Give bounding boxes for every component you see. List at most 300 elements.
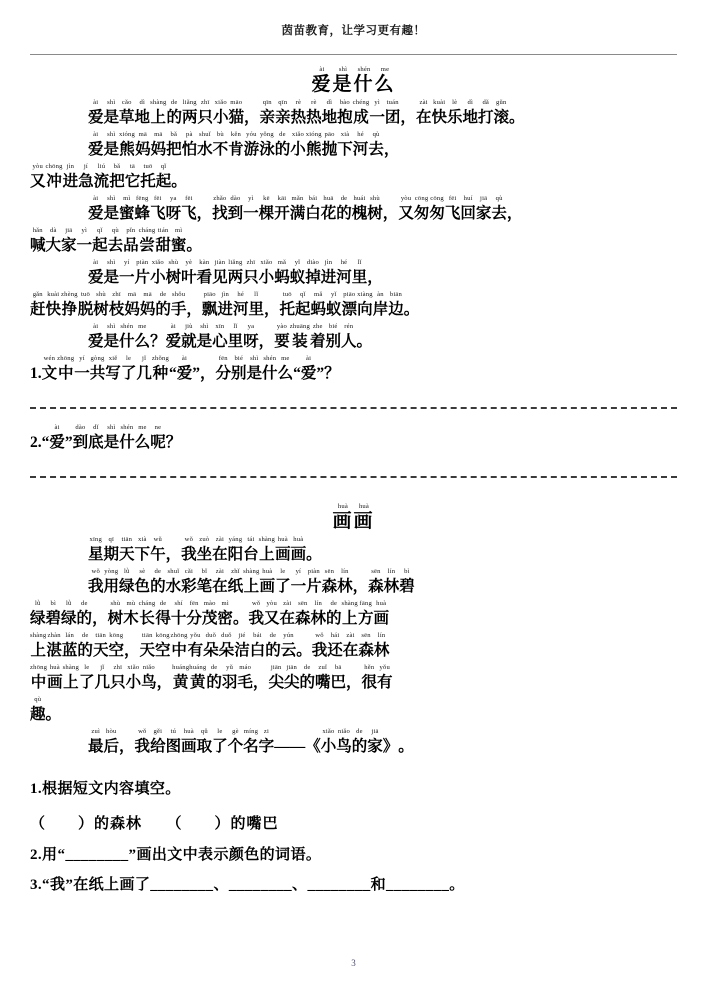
pinyin bbox=[353, 663, 355, 672]
pinyin: wǔ bbox=[153, 536, 163, 543]
pinyin bbox=[391, 130, 393, 139]
ruby-char bbox=[155, 599, 171, 630]
hanzi: 不 bbox=[212, 141, 229, 158]
ruby-char bbox=[119, 727, 135, 758]
ruby-char bbox=[197, 98, 213, 129]
pinyin: shàng bbox=[341, 600, 358, 607]
pinyin: huí bbox=[463, 195, 473, 202]
hanzi: 的 bbox=[336, 205, 352, 222]
ruby-char bbox=[228, 194, 244, 225]
pinyin: mǎn bbox=[291, 195, 304, 202]
pinyin: tián bbox=[157, 227, 169, 234]
hanzi: 是 bbox=[246, 365, 263, 382]
ruby-char bbox=[135, 194, 151, 225]
ruby-char bbox=[233, 599, 249, 630]
article-ai-shi-shen-me bbox=[30, 65, 677, 478]
hanzi: 是 bbox=[103, 109, 120, 126]
question-paren-row[interactable]: （ ）的森林 （ ）的嘴巴 bbox=[30, 816, 279, 832]
ruby-char bbox=[123, 226, 139, 257]
pinyin: wǒ bbox=[138, 728, 147, 735]
pinyin: me bbox=[380, 66, 390, 73]
pinyin: tuō bbox=[143, 163, 153, 170]
hanzi: 。 bbox=[306, 546, 322, 563]
ruby-char bbox=[78, 162, 94, 193]
hanzi: ， bbox=[506, 205, 523, 222]
ruby-char bbox=[279, 599, 295, 630]
pinyin: qù bbox=[372, 131, 380, 138]
ruby-char bbox=[244, 98, 260, 129]
pinyin: huà bbox=[358, 503, 370, 510]
pinyin: zài bbox=[215, 568, 225, 575]
ruby-char bbox=[156, 162, 172, 193]
hanzi: 小 bbox=[258, 269, 275, 286]
ruby-char bbox=[104, 567, 120, 598]
hanzi: 抛 bbox=[321, 141, 338, 158]
ruby-char bbox=[119, 535, 135, 566]
hanzi: 只 bbox=[197, 109, 213, 126]
ruby-char bbox=[293, 354, 301, 385]
ruby-char bbox=[357, 322, 373, 353]
hanzi: 什 bbox=[119, 434, 135, 451]
pinyin: yí bbox=[124, 259, 130, 266]
pinyin: dì bbox=[139, 99, 146, 106]
pinyin: yǐ bbox=[331, 291, 337, 298]
ruby-char bbox=[212, 258, 228, 289]
hanzi: 鸟 bbox=[336, 738, 352, 755]
ruby-char bbox=[166, 130, 182, 161]
ruby-char bbox=[274, 258, 290, 289]
hanzi: 绿 bbox=[61, 610, 77, 627]
pinyin: mā bbox=[143, 291, 152, 298]
pinyin: zhàn bbox=[47, 632, 61, 639]
pinyin: qǐ bbox=[299, 291, 306, 298]
ruby-char bbox=[171, 631, 188, 662]
ruby-char bbox=[507, 194, 523, 225]
hanzi: 画 bbox=[373, 610, 389, 627]
pinyin: pà bbox=[186, 131, 193, 138]
ruby-char bbox=[290, 727, 306, 758]
pinyin: yóu bbox=[246, 131, 257, 138]
ruby-char bbox=[30, 599, 46, 630]
answer-line[interactable] bbox=[30, 407, 677, 409]
text-line bbox=[30, 130, 677, 161]
hanzi: 人 bbox=[340, 333, 357, 350]
hanzi: 一 bbox=[369, 109, 385, 126]
hanzi: 爱 bbox=[49, 434, 65, 451]
hanzi: 棵 bbox=[258, 205, 275, 222]
ruby-char bbox=[93, 631, 109, 662]
ruby-char bbox=[310, 322, 326, 353]
pinyin: shì bbox=[107, 424, 116, 431]
hanzi: 的 bbox=[265, 642, 281, 659]
ruby-char bbox=[290, 258, 306, 289]
ruby-char bbox=[88, 194, 104, 225]
ruby-char bbox=[384, 567, 400, 598]
pinyin: jié bbox=[238, 632, 246, 639]
pinyin: mào bbox=[203, 600, 216, 607]
pinyin: wén bbox=[43, 355, 56, 362]
hanzi: 爱 bbox=[165, 333, 182, 350]
pinyin: tiān bbox=[95, 632, 107, 639]
hanzi: 家 bbox=[475, 205, 492, 222]
pinyin: kōng bbox=[109, 632, 124, 639]
ruby-char bbox=[42, 354, 58, 385]
pinyin: de bbox=[159, 291, 167, 298]
pinyin: bǐ bbox=[201, 568, 208, 575]
pinyin: shàng bbox=[150, 99, 167, 106]
hanzi: 林 bbox=[373, 642, 390, 659]
pinyin: yòu bbox=[32, 163, 43, 170]
ruby-char bbox=[353, 98, 370, 129]
pinyin: zhī bbox=[113, 664, 123, 671]
pinyin: fēn bbox=[218, 355, 228, 362]
question-q2 bbox=[30, 423, 677, 454]
ruby-char bbox=[30, 631, 46, 662]
hanzi: 个 bbox=[227, 738, 244, 755]
pinyin: xiǎo bbox=[151, 259, 164, 266]
hanzi: 进 bbox=[217, 301, 233, 318]
pinyin: le bbox=[125, 355, 132, 362]
hanzi: 别 bbox=[325, 333, 341, 350]
pinyin: zhǎo bbox=[213, 195, 227, 202]
pinyin: shù bbox=[110, 600, 121, 607]
pinyin: bǎ bbox=[113, 163, 121, 170]
ruby-char bbox=[291, 98, 307, 129]
hanzi: 进 bbox=[62, 173, 79, 190]
hanzi: 水 bbox=[165, 578, 182, 595]
pinyin: zi bbox=[263, 728, 270, 735]
hanzi: 文 bbox=[41, 365, 58, 382]
hanzi: ， bbox=[156, 674, 173, 691]
pinyin: jiā bbox=[65, 227, 73, 234]
pinyin: biān bbox=[389, 291, 403, 298]
header-divider bbox=[30, 54, 677, 55]
pinyin: yì bbox=[374, 99, 380, 106]
pinyin bbox=[303, 631, 305, 640]
pinyin: dào bbox=[230, 195, 241, 202]
hanzi: 手 bbox=[170, 301, 187, 318]
text-line bbox=[30, 162, 677, 193]
hanzi: 去 bbox=[368, 141, 384, 158]
pinyin: zhèng bbox=[61, 291, 78, 298]
hanzi: “ bbox=[41, 434, 50, 451]
hanzi: 亲 bbox=[275, 109, 291, 126]
pinyin: mǎ bbox=[314, 291, 323, 298]
pinyin: qǐ bbox=[160, 163, 167, 170]
hanzi: ” bbox=[316, 365, 325, 382]
question-number bbox=[30, 423, 42, 454]
ruby-char bbox=[295, 599, 311, 630]
hanzi: 装 bbox=[292, 333, 308, 350]
hanzi: 又 bbox=[30, 173, 46, 190]
ruby-char bbox=[166, 423, 182, 454]
ruby-char bbox=[88, 423, 104, 454]
ruby-char bbox=[388, 290, 404, 321]
pinyin: de bbox=[154, 568, 162, 575]
ruby-char bbox=[181, 567, 197, 598]
ruby-char bbox=[110, 663, 126, 694]
hanzi: 妈 bbox=[139, 301, 156, 318]
hanzi: 什 bbox=[119, 333, 135, 350]
pinyin: le bbox=[84, 664, 90, 671]
hanzi: 茂 bbox=[201, 610, 218, 627]
hanzi: 匆 bbox=[413, 205, 430, 222]
hanzi: 后 bbox=[103, 738, 120, 755]
ruby-char bbox=[262, 354, 278, 385]
ruby-char bbox=[321, 258, 337, 289]
pinyin: xīn bbox=[215, 323, 225, 330]
pinyin: mǎ bbox=[277, 259, 287, 266]
pinyin bbox=[266, 322, 268, 331]
ruby-char bbox=[398, 194, 414, 225]
ruby-char bbox=[150, 98, 166, 129]
hanzi: 蓝 bbox=[61, 642, 78, 659]
hanzi: 飘 bbox=[201, 301, 218, 318]
hanzi: — bbox=[274, 738, 290, 755]
ruby-char bbox=[181, 322, 197, 353]
hanzi: 别 bbox=[231, 365, 247, 382]
hanzi: 岸 bbox=[372, 301, 389, 318]
hanzi: 林 bbox=[337, 578, 353, 595]
ruby-char bbox=[253, 663, 269, 694]
ruby-char bbox=[46, 290, 62, 321]
pinyin: jiān bbox=[286, 664, 298, 671]
pinyin: xiě bbox=[108, 355, 118, 362]
hanzi: 妈 bbox=[124, 301, 140, 318]
ruby-char bbox=[150, 567, 166, 598]
hanzi: “ bbox=[293, 365, 301, 382]
ruby-char bbox=[79, 663, 95, 694]
pinyin: duǒ bbox=[205, 632, 217, 639]
hanzi: 了 bbox=[120, 365, 137, 382]
hanzi: ？ bbox=[150, 333, 166, 350]
pinyin: xiǎo bbox=[127, 664, 140, 671]
pinyin bbox=[390, 194, 392, 203]
pinyin: lán bbox=[65, 632, 74, 639]
ruby-char bbox=[290, 194, 306, 225]
pinyin: gěi bbox=[153, 728, 163, 735]
ruby-char bbox=[90, 354, 106, 385]
hanzi: 天 bbox=[92, 642, 109, 659]
pinyin: dì bbox=[467, 99, 473, 106]
hanzi: 森 bbox=[295, 610, 311, 627]
ruby-char bbox=[460, 194, 476, 225]
pinyin: qīn bbox=[262, 99, 272, 106]
ruby-char bbox=[404, 290, 420, 321]
ruby-char bbox=[494, 98, 510, 129]
ruby-char bbox=[367, 258, 383, 289]
pinyin: dào bbox=[75, 424, 86, 431]
ruby-char bbox=[327, 631, 343, 662]
hanzi: 木 bbox=[123, 610, 139, 627]
hanzi: 字 bbox=[258, 738, 275, 755]
ruby-char bbox=[136, 354, 152, 385]
hanzi: 种 bbox=[152, 365, 169, 382]
ruby-char bbox=[259, 535, 275, 566]
article-hua-hua bbox=[30, 502, 677, 897]
ruby-char bbox=[42, 423, 50, 454]
hanzi: 分 bbox=[215, 365, 232, 382]
ruby-char bbox=[139, 226, 156, 257]
pinyin: jiān bbox=[270, 664, 282, 671]
ruby-char bbox=[78, 290, 94, 321]
hanzi: 毛 bbox=[237, 674, 253, 691]
pinyin: huáng bbox=[189, 664, 207, 671]
question-what-i-drew[interactable]: 3.“我”在纸上画了________、________、________和________。 bbox=[30, 877, 465, 893]
pinyin: de bbox=[356, 728, 363, 735]
hanzi: 色 bbox=[134, 578, 151, 595]
hanzi: 在 bbox=[279, 610, 295, 627]
hanzi: 森 bbox=[321, 578, 338, 595]
ruby-char bbox=[244, 130, 260, 161]
hanzi: 阳 bbox=[227, 546, 244, 563]
pinyin: kuài bbox=[433, 99, 446, 106]
ruby-char bbox=[202, 290, 218, 321]
hanzi: 巴 bbox=[330, 674, 347, 691]
hanzi: 在 bbox=[415, 109, 432, 126]
pinyin: de bbox=[210, 664, 218, 671]
hanzi: 蚁 bbox=[326, 301, 342, 318]
pinyin: cǎi bbox=[184, 568, 193, 575]
hanzi: ？ bbox=[165, 434, 182, 451]
ruby-char bbox=[192, 354, 200, 385]
question-color-words[interactable]: 2.用“________”画出文中表示颜色的词语。 bbox=[30, 847, 322, 863]
ruby-char bbox=[247, 354, 263, 385]
pinyin: zhī bbox=[112, 291, 121, 298]
ruby-char bbox=[264, 290, 280, 321]
pinyin: tuō bbox=[81, 291, 91, 298]
ruby-char bbox=[429, 194, 445, 225]
pinyin: fāng bbox=[359, 600, 372, 607]
pinyin: chéng bbox=[352, 99, 370, 106]
pinyin: ya bbox=[170, 195, 177, 202]
pinyin: lǐ bbox=[254, 291, 259, 298]
pinyin: lín bbox=[314, 600, 323, 607]
pinyin: shí bbox=[174, 600, 183, 607]
hanzi: 几 bbox=[136, 365, 152, 382]
pinyin: yì bbox=[248, 195, 254, 202]
hanzi: 蚂 bbox=[274, 269, 290, 286]
hanzi: 河 bbox=[232, 301, 249, 318]
ruby-char bbox=[212, 727, 228, 758]
pinyin: chōng bbox=[45, 163, 63, 170]
ruby-char bbox=[278, 354, 294, 385]
pinyin: zài bbox=[419, 99, 428, 106]
pinyin: dà bbox=[49, 227, 57, 234]
ruby-char bbox=[229, 98, 245, 129]
ruby-char bbox=[46, 162, 63, 193]
pinyin: yǒu bbox=[379, 664, 391, 671]
hanzi: 洁 bbox=[234, 642, 250, 659]
pinyin: huà bbox=[183, 728, 194, 735]
ruby-char bbox=[243, 322, 259, 353]
hanzi: 地 bbox=[134, 109, 151, 126]
ruby-char bbox=[188, 631, 204, 662]
pinyin: zhuāng bbox=[289, 323, 310, 330]
pinyin: duǒ bbox=[221, 632, 232, 639]
pinyin: xīng bbox=[89, 536, 103, 543]
ruby-char bbox=[299, 663, 315, 694]
pinyin: de bbox=[170, 99, 178, 106]
pinyin: xià bbox=[137, 536, 147, 543]
pinyin: yáng bbox=[228, 536, 243, 543]
pinyin bbox=[516, 98, 518, 107]
ruby-char bbox=[311, 290, 327, 321]
hanzi: 是 bbox=[103, 434, 120, 451]
pinyin: māo bbox=[230, 99, 243, 106]
answer-line[interactable] bbox=[30, 476, 677, 478]
hanzi: 又 bbox=[398, 205, 414, 222]
hanzi: ， bbox=[196, 205, 213, 222]
pinyin: míng bbox=[243, 728, 259, 735]
hanzi: 又 bbox=[263, 610, 280, 627]
hanzi: 林 bbox=[383, 578, 400, 595]
hanzi: 画 bbox=[47, 674, 63, 691]
hanzi: 的 bbox=[206, 674, 222, 691]
ruby-char bbox=[166, 194, 182, 225]
hanzi: ， bbox=[123, 642, 140, 659]
ruby-char bbox=[337, 567, 353, 598]
ruby-char bbox=[284, 663, 300, 694]
ruby-char bbox=[336, 194, 352, 225]
ruby-char bbox=[104, 194, 120, 225]
ruby-char bbox=[181, 258, 197, 289]
pinyin: piāo bbox=[343, 291, 356, 298]
pinyin: hé bbox=[340, 259, 348, 266]
hanzi: 。 bbox=[45, 706, 62, 723]
ruby-char bbox=[77, 226, 93, 257]
hanzi: 尖 bbox=[283, 674, 300, 691]
hanzi: 我 bbox=[181, 546, 197, 563]
hanzi: 画 bbox=[332, 511, 354, 532]
ruby-char bbox=[478, 98, 494, 129]
ruby-char bbox=[92, 599, 108, 630]
hanzi: 的 bbox=[150, 578, 166, 595]
hanzi: 笔 bbox=[196, 578, 213, 595]
hanzi: 去 bbox=[491, 205, 507, 222]
ruby-char bbox=[368, 130, 384, 161]
pinyin: ài bbox=[319, 66, 325, 73]
ruby-char bbox=[104, 130, 120, 161]
ruby-char bbox=[169, 354, 177, 385]
hanzi: ， bbox=[382, 205, 399, 222]
hanzi: 是 bbox=[103, 205, 120, 222]
ruby-char bbox=[88, 98, 104, 129]
hanzi: 爱 bbox=[88, 109, 104, 126]
hanzi: 怕 bbox=[181, 141, 198, 158]
ruby-char bbox=[49, 423, 65, 454]
ruby-char bbox=[296, 631, 312, 662]
hanzi: 托 bbox=[279, 301, 295, 318]
hanzi: 还 bbox=[327, 642, 343, 659]
hanzi: 大 bbox=[45, 237, 62, 254]
hanzi: 去 bbox=[107, 237, 124, 254]
pinyin bbox=[172, 354, 174, 363]
ruby-char bbox=[30, 290, 46, 321]
hanzi: 羽 bbox=[221, 674, 238, 691]
pinyin bbox=[35, 423, 37, 432]
article-title-1 bbox=[30, 65, 677, 96]
hanzi: ” bbox=[192, 365, 200, 382]
pinyin: shì bbox=[200, 323, 209, 330]
hanzi: 有 bbox=[187, 642, 204, 659]
hanzi: 片 bbox=[306, 578, 322, 595]
pinyin: lǐ bbox=[233, 323, 238, 330]
ruby-char bbox=[228, 322, 244, 353]
ruby-char bbox=[182, 98, 198, 129]
pinyin: gǔn bbox=[496, 99, 507, 106]
hanzi: 槐 bbox=[351, 205, 368, 222]
